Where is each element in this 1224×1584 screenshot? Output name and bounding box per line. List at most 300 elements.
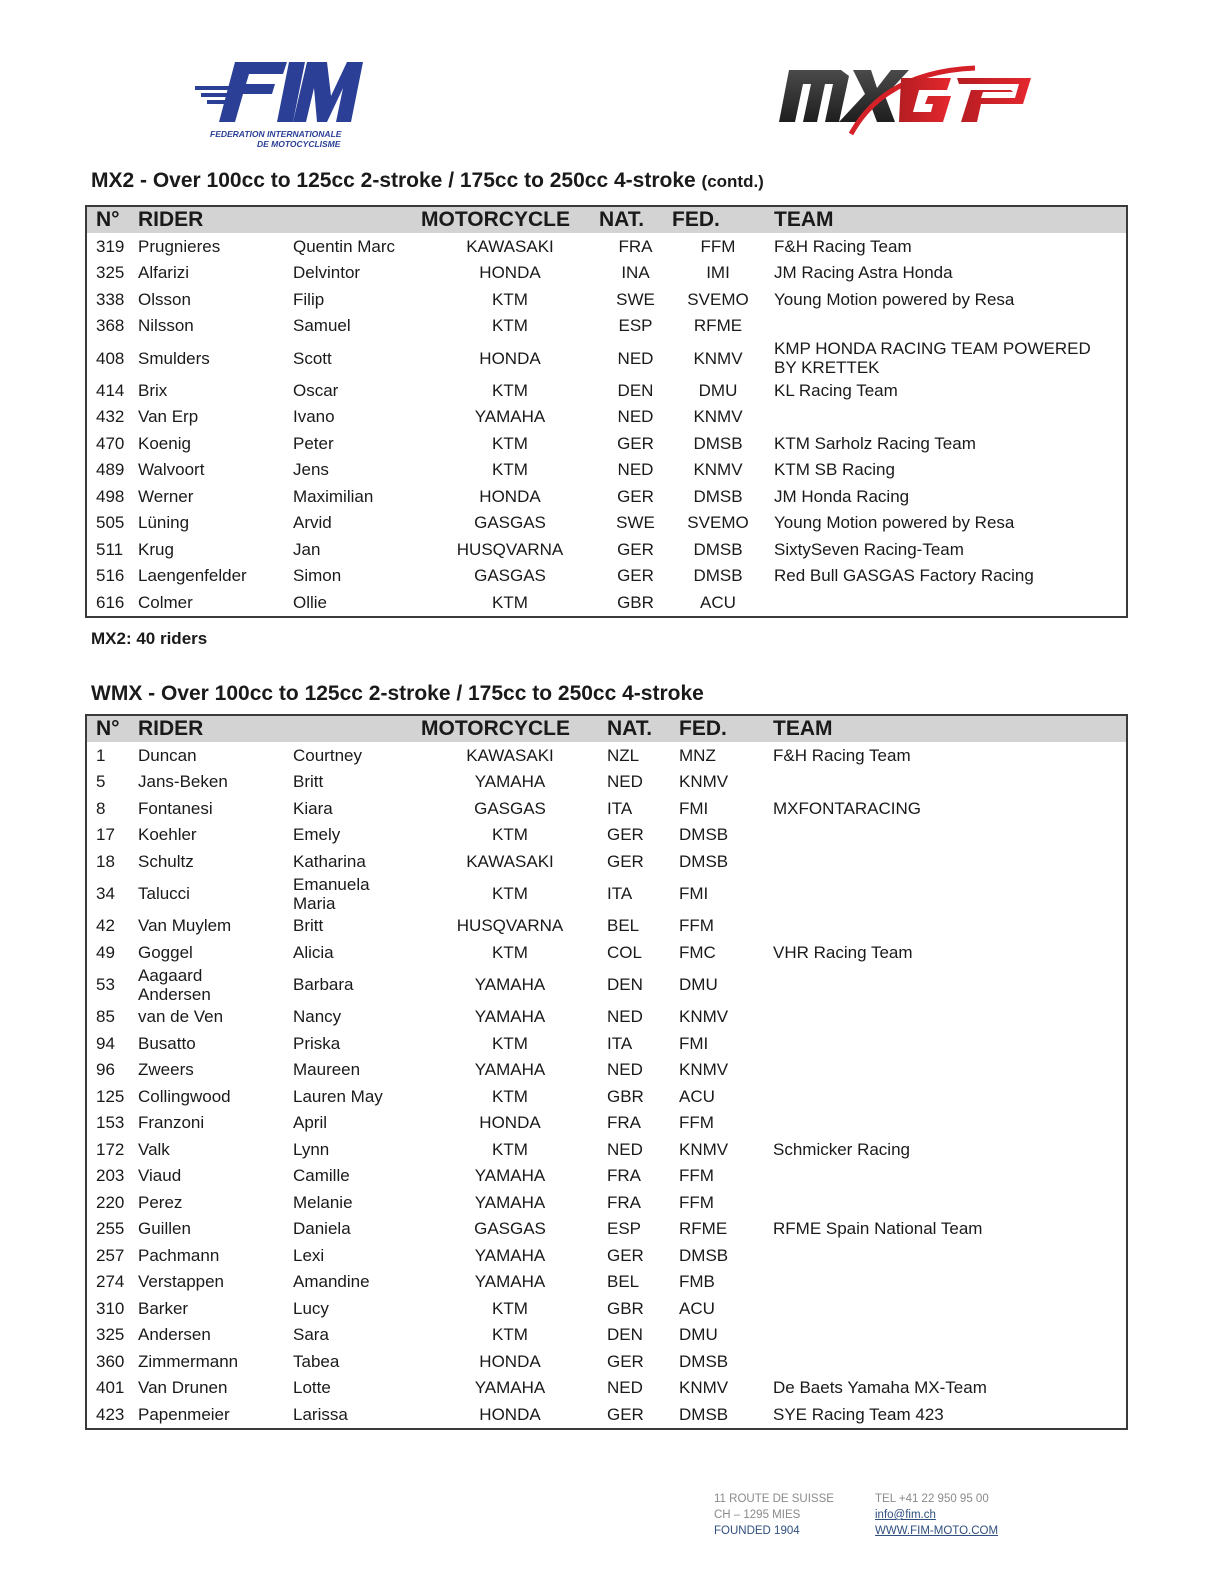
rider-last-name: Olsson — [138, 289, 191, 309]
rider-federation: RFME — [679, 1219, 728, 1239]
footer-contact — [875, 1491, 998, 1539]
rider-federation: DMSB — [679, 1245, 729, 1265]
svg-text:DE MOTOCYCLISME: DE MOTOCYCLISME — [257, 139, 341, 149]
rider-nationality: GER — [617, 566, 654, 586]
rider-team: KL Racing Team — [774, 380, 898, 400]
rider-first-name: Nancy — [293, 1007, 342, 1027]
col-header-team: TEAM — [764, 206, 1127, 233]
rider-last-name: Franzoni — [138, 1113, 205, 1133]
rider-first-name: Maximilian — [293, 486, 374, 506]
footer-address-line1: 11 ROUTE DE SUISSE — [714, 1493, 834, 1505]
rider-team: Red Bull GASGAS Factory Racing — [774, 566, 1034, 586]
rider-team: De Baets Yamaha MX-Team — [773, 1378, 987, 1398]
rider-nationality: NED — [607, 1060, 643, 1080]
rider-team: KTM SB Racing — [774, 460, 895, 480]
col-header-nat: NAT. — [599, 715, 671, 742]
col-header-rider: RIDER — [138, 206, 421, 233]
wmx-rider-table — [85, 714, 1128, 1430]
mx2-rider-count: MX2: 40 riders — [91, 629, 208, 648]
rider-nationality: ITA — [607, 884, 633, 903]
rider-motorcycle: HONDA — [479, 263, 541, 283]
rider-first-name: Melanie — [293, 1192, 353, 1212]
rider-first-name: Britt — [293, 916, 324, 936]
rider-number: 203 — [96, 1166, 125, 1186]
rider-team: Schmicker Racing — [773, 1139, 910, 1159]
rider-nationality: GER — [607, 1245, 644, 1265]
wmx-title-text: WMX - Over 100cc to 125cc 2-stroke / 175cc to 250cc 4-stroke — [91, 682, 704, 705]
rider-number: 172 — [96, 1139, 125, 1159]
table-header-row — [86, 206, 1127, 233]
table-row — [86, 483, 1127, 510]
rider-team: JM Honda Racing — [774, 486, 910, 506]
rider-nationality: GER — [617, 486, 654, 506]
rider-first-name: Camille — [293, 1166, 350, 1186]
rider-motorcycle: KTM — [492, 884, 528, 903]
rider-motorcycle: YAMAHA — [474, 1166, 546, 1186]
rider-nationality: GER — [607, 851, 644, 871]
rider-first-name: Scott — [293, 348, 332, 368]
rider-number: 96 — [96, 1060, 115, 1080]
rider-team — [763, 1348, 1127, 1375]
col-header-team: TEAM — [763, 715, 1127, 742]
rider-number: 432 — [96, 407, 125, 427]
rider-motorcycle: YAMAHA — [474, 1245, 546, 1265]
fim-logo — [195, 58, 365, 150]
svg-text:FEDERATION INTERNATIONALE: FEDERATION INTERNATIONALE — [210, 129, 342, 139]
rider-last-name: Perez — [138, 1192, 183, 1212]
table-row — [86, 563, 1127, 590]
rider-number: 368 — [96, 316, 125, 336]
rider-nationality: COL — [607, 942, 642, 962]
rider-team — [763, 1295, 1127, 1322]
rider-team: JM Racing Astra Honda — [774, 263, 953, 283]
rider-last-name: Fontanesi — [138, 798, 213, 818]
rider-number: 319 — [96, 236, 125, 256]
rider-last-name: Alfarizi — [138, 263, 190, 283]
rider-motorcycle: KTM — [492, 316, 528, 336]
mx2-title-text: MX2 - Over 100cc to 125cc 2-stroke / 175cc to 250cc 4-stroke — [91, 169, 696, 192]
table-row — [86, 286, 1127, 313]
col-header-fed: FED. — [672, 206, 764, 233]
rider-last-name: Valk — [138, 1139, 170, 1159]
col-header-rider: RIDER — [138, 715, 421, 742]
table-row — [86, 1216, 1127, 1243]
rider-first-name: Ivano — [293, 407, 335, 427]
rider-last-name: Talucci — [138, 884, 190, 903]
mxgp-logo — [775, 62, 1035, 140]
rider-last-name: Nilsson — [138, 316, 194, 336]
rider-federation: KNMV — [679, 1139, 729, 1159]
rider-federation: SVEMO — [687, 513, 749, 533]
rider-team — [764, 404, 1127, 431]
rider-motorcycle: KTM — [492, 460, 528, 480]
rider-nationality: NED — [617, 460, 654, 480]
rider-first-name: Lotte — [293, 1378, 331, 1398]
rider-team — [763, 913, 1127, 940]
table-row — [86, 260, 1127, 287]
rider-federation: FFM — [679, 916, 714, 936]
table-row — [86, 1375, 1127, 1402]
rider-nationality: SWE — [616, 513, 655, 533]
rider-motorcycle: YAMAHA — [474, 1272, 546, 1292]
rider-last-name: Krug — [138, 539, 174, 559]
rider-motorcycle: HONDA — [479, 1404, 541, 1424]
rider-motorcycle: HONDA — [479, 1113, 541, 1133]
table-row — [86, 1110, 1127, 1137]
rider-motorcycle: GASGAS — [474, 1219, 546, 1239]
rider-last-name: Walvoort — [138, 460, 205, 480]
rider-federation: DMU — [679, 1325, 718, 1345]
rider-first-name: Simon — [293, 566, 342, 586]
rider-federation: IMI — [706, 263, 730, 283]
rider-first-name: Kiara — [293, 798, 333, 818]
table-row — [86, 848, 1127, 875]
rider-number: 255 — [96, 1219, 125, 1239]
rider-last-name: Pachmann — [138, 1245, 220, 1265]
rider-nationality: GER — [607, 1404, 644, 1424]
rider-number: 125 — [96, 1086, 125, 1106]
rider-team — [763, 966, 1127, 1004]
rider-first-name: Jens — [293, 460, 329, 480]
rider-last-name: Jans-Beken — [138, 772, 228, 792]
rider-motorcycle: KAWASAKI — [466, 745, 554, 765]
table-row — [86, 1136, 1127, 1163]
table-row — [86, 769, 1127, 796]
rider-federation: KNMV — [679, 1007, 729, 1027]
rider-first-name: Lexi — [293, 1245, 325, 1265]
table-row — [86, 339, 1127, 377]
table-row — [86, 795, 1127, 822]
rider-nationality: DEN — [607, 975, 643, 994]
rider-first-name: Amandine — [293, 1272, 370, 1292]
rider-motorcycle: HONDA — [479, 348, 541, 368]
rider-team — [764, 589, 1127, 617]
rider-first-name: Alicia — [293, 942, 334, 962]
table-row — [86, 457, 1127, 484]
rider-nationality: NED — [607, 1139, 643, 1159]
rider-last-name: Smulders — [138, 348, 210, 368]
rider-team — [763, 875, 1127, 913]
rider-number: 325 — [96, 1325, 125, 1345]
rider-team: SYE Racing Team 423 — [773, 1404, 944, 1424]
rider-motorcycle: KTM — [492, 1298, 528, 1318]
rider-last-name: Collingwood — [138, 1086, 231, 1106]
rider-first-name: Filip — [293, 289, 325, 309]
rider-team — [763, 1322, 1127, 1349]
rider-motorcycle: KTM — [492, 433, 528, 453]
rider-last-name: Guillen — [138, 1219, 191, 1239]
rider-number: 489 — [96, 460, 125, 480]
footer-address-line2: CH – 1295 MIES — [714, 1509, 801, 1521]
rider-nationality: NED — [617, 348, 654, 368]
rider-last-name: Goggel — [138, 942, 193, 962]
rider-team — [763, 1004, 1127, 1031]
rider-nationality: NED — [607, 772, 643, 792]
rider-nationality: SWE — [616, 289, 655, 309]
mx2-section-title — [91, 169, 764, 193]
footer-website-link[interactable]: WWW.FIM-MOTO.COM — [875, 1525, 999, 1537]
rider-federation: KNMV — [693, 407, 743, 427]
rider-federation: KNMV — [693, 460, 743, 480]
rider-federation: SVEMO — [687, 289, 749, 309]
rider-motorcycle: KTM — [492, 942, 528, 962]
table-row — [86, 875, 1127, 913]
rider-team — [763, 1242, 1127, 1269]
rider-nationality: FRA — [607, 1166, 641, 1186]
rider-number: 18 — [96, 851, 115, 871]
rider-motorcycle: YAMAHA — [474, 975, 546, 994]
rider-federation: FFM — [679, 1166, 714, 1186]
rider-first-name: Britt — [293, 772, 324, 792]
rider-federation: FMI — [679, 884, 709, 903]
rider-last-name: Andersen — [138, 1325, 211, 1345]
rider-number: 498 — [96, 486, 125, 506]
rider-number: 49 — [96, 942, 115, 962]
rider-first-name: Emanuela Maria — [293, 874, 370, 913]
col-header-nat: NAT. — [599, 206, 672, 233]
rider-first-name: Daniela — [293, 1219, 351, 1239]
table-row — [86, 404, 1127, 431]
rider-motorcycle: KAWASAKI — [466, 851, 554, 871]
rider-first-name: Tabea — [293, 1351, 340, 1371]
rider-team: MXFONTARACING — [773, 798, 921, 818]
rider-number: 5 — [96, 772, 106, 792]
rider-team — [763, 1030, 1127, 1057]
rider-federation: DMSB — [693, 433, 743, 453]
rider-first-name: Arvid — [293, 513, 332, 533]
rider-nationality: GER — [607, 1351, 644, 1371]
table-row — [86, 1322, 1127, 1349]
rider-team: VHR Racing Team — [773, 942, 913, 962]
rider-first-name: Sara — [293, 1325, 329, 1345]
rider-number: 257 — [96, 1245, 125, 1265]
table-row — [86, 1295, 1127, 1322]
rider-last-name: Brix — [138, 380, 168, 400]
table-row — [86, 939, 1127, 966]
rider-federation: DMSB — [693, 486, 743, 506]
rider-nationality: BEL — [607, 1272, 640, 1292]
rider-last-name: Zimmermann — [138, 1351, 239, 1371]
rider-number: 616 — [96, 592, 125, 612]
rider-federation: MNZ — [679, 745, 716, 765]
rider-nationality: GER — [607, 825, 644, 845]
rider-nationality: NED — [617, 407, 654, 427]
rider-motorcycle: GASGAS — [474, 798, 546, 818]
rider-nationality: ESP — [618, 316, 653, 336]
table-row — [86, 1030, 1127, 1057]
table-row — [86, 1401, 1127, 1429]
rider-motorcycle: KAWASAKI — [466, 236, 554, 256]
rider-team — [764, 313, 1127, 340]
rider-first-name: Emely — [293, 825, 341, 845]
rider-number: 94 — [96, 1033, 115, 1053]
table-row — [86, 536, 1127, 563]
rider-motorcycle: KTM — [492, 592, 528, 612]
rider-number: 516 — [96, 566, 125, 586]
rider-first-name: Katharina — [293, 851, 366, 871]
rider-federation: KNMV — [679, 772, 729, 792]
wmx-section-title — [91, 682, 704, 706]
rider-nationality: NZL — [607, 745, 640, 765]
rider-team — [763, 1110, 1127, 1137]
rider-last-name: Van Erp — [138, 407, 199, 427]
rider-last-name: Busatto — [138, 1033, 196, 1053]
col-header-num: N° — [86, 206, 138, 233]
rider-last-name: Van Drunen — [138, 1378, 228, 1398]
rider-federation: DMSB — [693, 539, 743, 559]
table-row — [86, 1348, 1127, 1375]
rider-nationality: INA — [621, 263, 650, 283]
rider-number: 42 — [96, 916, 115, 936]
rider-number: 414 — [96, 380, 125, 400]
rider-team: Young Motion powered by Resa — [774, 289, 1015, 309]
rider-last-name: Aagaard Andersen — [138, 965, 211, 1004]
rider-team — [763, 769, 1127, 796]
rider-nationality: ESP — [607, 1219, 642, 1239]
rider-last-name: Van Muylem — [138, 916, 232, 936]
rider-nationality: GBR — [617, 592, 654, 612]
rider-nationality: GER — [617, 433, 654, 453]
rider-last-name: Barker — [138, 1298, 189, 1318]
col-header-fed: FED. — [671, 715, 763, 742]
rider-motorcycle: GASGAS — [474, 566, 546, 586]
rider-motorcycle: GASGAS — [474, 513, 546, 533]
rider-last-name: Schultz — [138, 851, 194, 871]
rider-first-name: Lauren May — [293, 1086, 383, 1106]
rider-last-name: Lüning — [138, 513, 190, 533]
rider-number: 401 — [96, 1378, 125, 1398]
rider-first-name: Quentin Marc — [293, 236, 396, 256]
rider-team: Young Motion powered by Resa — [774, 513, 1015, 533]
rider-motorcycle: KTM — [492, 380, 528, 400]
rider-motorcycle: HUSQVARNA — [456, 916, 564, 936]
table-row — [86, 1269, 1127, 1296]
footer-tel: TEL +41 22 950 95 00 — [875, 1493, 989, 1505]
rider-motorcycle: YAMAHA — [474, 1007, 546, 1027]
rider-last-name: Papenmeier — [138, 1404, 230, 1424]
rider-motorcycle: KTM — [492, 1086, 528, 1106]
rider-motorcycle: YAMAHA — [474, 772, 546, 792]
rider-federation: FMB — [679, 1272, 715, 1292]
rider-last-name: Prugnieres — [138, 236, 221, 256]
rider-federation: FMI — [679, 1033, 709, 1053]
rider-nationality: GBR — [607, 1086, 644, 1106]
rider-federation: KNMV — [693, 348, 743, 368]
rider-motorcycle: HONDA — [479, 486, 541, 506]
rider-last-name: Colmer — [138, 592, 193, 612]
rider-nationality: FRA — [607, 1113, 641, 1133]
rider-nationality: NED — [607, 1378, 643, 1398]
rider-nationality: ITA — [607, 798, 633, 818]
rider-first-name: Barbara — [293, 975, 354, 994]
rider-federation: KNMV — [679, 1060, 729, 1080]
rider-federation: FFM — [679, 1113, 714, 1133]
rider-motorcycle: KTM — [492, 289, 528, 309]
rider-motorcycle: HUSQVARNA — [456, 539, 564, 559]
rider-team — [763, 848, 1127, 875]
table-row — [86, 589, 1127, 617]
rider-motorcycle: KTM — [492, 1139, 528, 1159]
rider-first-name: Peter — [293, 433, 334, 453]
rider-team: KTM Sarholz Racing Team — [774, 433, 976, 453]
rider-federation: DMU — [679, 975, 718, 994]
rider-team — [763, 1057, 1127, 1084]
rider-number: 505 — [96, 513, 125, 533]
rider-team — [763, 1269, 1127, 1296]
table-row — [86, 1057, 1127, 1084]
rider-number: 34 — [96, 884, 115, 903]
rider-nationality: ITA — [607, 1033, 633, 1053]
rider-number: 274 — [96, 1272, 125, 1292]
rider-motorcycle: YAMAHA — [474, 1192, 546, 1212]
rider-first-name: Delvintor — [293, 263, 361, 283]
footer-email-link[interactable]: info@fim.ch — [875, 1509, 936, 1521]
rider-federation: FMI — [679, 798, 709, 818]
col-header-motorcycle: MOTORCYCLE — [421, 715, 599, 742]
rider-motorcycle: HONDA — [479, 1351, 541, 1371]
rider-first-name: Jan — [293, 539, 321, 559]
rider-first-name: Ollie — [293, 592, 328, 612]
table-row — [86, 1242, 1127, 1269]
table-row — [86, 1163, 1127, 1190]
rider-first-name: Lucy — [293, 1298, 329, 1318]
table-row — [86, 1189, 1127, 1216]
rider-federation: FFM — [679, 1192, 714, 1212]
rider-team — [763, 1163, 1127, 1190]
rider-team: RFME Spain National Team — [773, 1219, 983, 1239]
table-row — [86, 430, 1127, 457]
rider-federation: FMC — [679, 942, 716, 962]
rider-federation: DMSB — [679, 851, 729, 871]
rider-number: 310 — [96, 1298, 125, 1318]
table-row — [86, 913, 1127, 940]
table-row — [86, 1004, 1127, 1031]
rider-number: 338 — [96, 289, 125, 309]
table-row — [86, 510, 1127, 537]
rider-nationality: NED — [607, 1007, 643, 1027]
table-row — [86, 822, 1127, 849]
rider-first-name: April — [293, 1113, 328, 1133]
mx2-title-contd: (contd.) — [701, 172, 764, 191]
footer-founded: FOUNDED 1904 — [714, 1525, 800, 1537]
rider-number: 1 — [96, 745, 106, 765]
rider-first-name: Lynn — [293, 1139, 330, 1159]
rider-team — [763, 1083, 1127, 1110]
rider-nationality: GER — [617, 539, 654, 559]
table-row — [86, 742, 1127, 769]
rider-motorcycle: YAMAHA — [474, 1378, 546, 1398]
rider-first-name: Oscar — [293, 380, 339, 400]
rider-number: 153 — [96, 1113, 125, 1133]
rider-team: SixtySeven Racing-Team — [774, 539, 964, 559]
rider-first-name: Priska — [293, 1033, 341, 1053]
rider-federation: DMSB — [679, 1404, 729, 1424]
table-header-row — [86, 715, 1127, 742]
rider-last-name: Werner — [138, 486, 194, 506]
rider-nationality: FRA — [618, 236, 653, 256]
rider-number: 8 — [96, 798, 106, 818]
mx2-rider-table — [85, 205, 1128, 618]
rider-motorcycle: KTM — [492, 1033, 528, 1053]
rider-team — [763, 822, 1127, 849]
rider-federation: DMU — [698, 380, 738, 400]
rider-number: 17 — [96, 825, 115, 845]
rider-federation: ACU — [679, 1298, 715, 1318]
rider-first-name: Maureen — [293, 1060, 361, 1080]
rider-number: 470 — [96, 433, 125, 453]
col-header-num: N° — [86, 715, 138, 742]
rider-motorcycle: YAMAHA — [474, 407, 546, 427]
